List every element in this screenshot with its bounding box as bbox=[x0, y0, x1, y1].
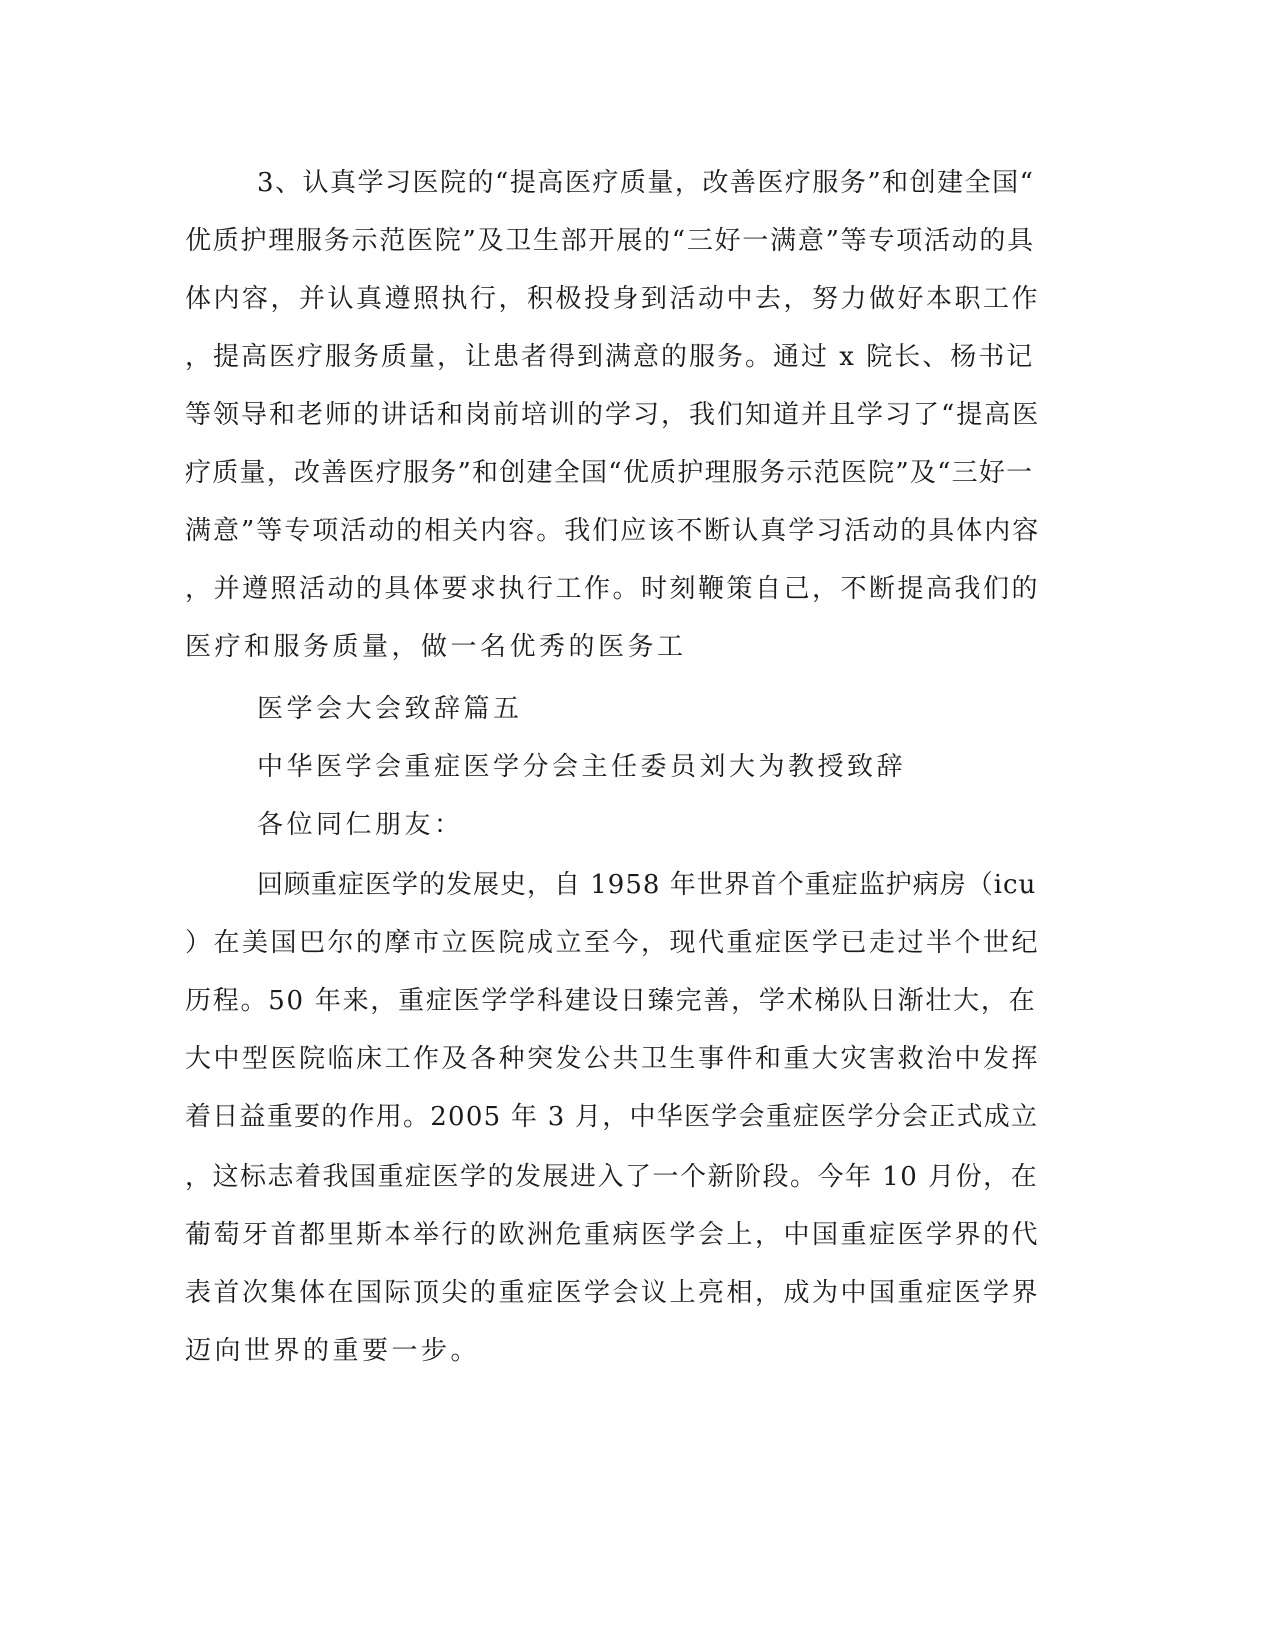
paragraph-line: ，并遵照活动的具体要求执行工作。时刻鞭策自己，不断提高我们的 bbox=[185, 574, 1041, 604]
paragraph-line: 葡萄牙首都里斯本举行的欧洲危重病医学会上，中国重症医学界的代 bbox=[185, 1220, 1041, 1250]
paragraph-line: 满意”等专项活动的相关内容。我们应该不断认真学习活动的具体内容 bbox=[185, 516, 1041, 546]
paragraph-line: 3、认真学习医院的“提高医疗质量，改善医疗服务”和创建全国“ bbox=[257, 168, 1035, 198]
paragraph-line: 优质护理服务示范医院”及卫生部开展的“三好一满意”等专项活动的具 bbox=[185, 226, 1035, 256]
paragraph-line: 回顾重症医学的发展史，自 1958 年世界首个重症监护病房（icu bbox=[257, 870, 1037, 900]
paragraph-line: ）在美国巴尔的摩市立医院成立至今，现代重症医学已走过半个世纪 bbox=[185, 928, 1041, 958]
paragraph-line: 表首次集体在国际顶尖的重症医学会议上亮相，成为中国重症医学界 bbox=[185, 1278, 1041, 1308]
paragraph-line: ，提高医疗服务质量，让患者得到满意的服务。通过 x 院长、杨书记 bbox=[185, 342, 1035, 372]
section-heading: 医学会大会致辞篇五 bbox=[257, 694, 523, 724]
paragraph-line: 历程。50 年来，重症医学学科建设日臻完善，学术梯队日渐壮大，在 bbox=[185, 986, 1037, 1016]
paragraph-line: 着日益重要的作用。2005 年 3 月，中华医学会重症医学分会正式成立 bbox=[185, 1102, 1039, 1132]
paragraph-line: 大中型医院临床工作及各种突发公共卫生事件和重大灾害救治中发挥 bbox=[185, 1044, 1041, 1074]
speech-title: 中华医学会重症医学分会主任委员刘大为教授致辞 bbox=[257, 752, 907, 782]
paragraph-line: 迈向世界的重要一步。 bbox=[185, 1336, 481, 1366]
paragraph-line: 疗质量，改善医疗服务”和创建全国“优质护理服务示范医院”及“三好一 bbox=[185, 458, 1034, 488]
paragraph-line: 体内容，并认真遵照执行，积极投身到活动中去，努力做好本职工作 bbox=[185, 284, 1041, 314]
paragraph-line: ，这标志着我国重症医学的发展进入了一个新阶段。今年 10 月份，在 bbox=[185, 1162, 1039, 1192]
salutation: 各位同仁朋友： bbox=[257, 810, 464, 840]
paragraph-line: 医疗和服务质量，做一名优秀的医务工 bbox=[185, 632, 687, 662]
paragraph-line: 等领导和老师的讲话和岗前培训的学习，我们知道并且学习了“提高医 bbox=[185, 400, 1041, 430]
